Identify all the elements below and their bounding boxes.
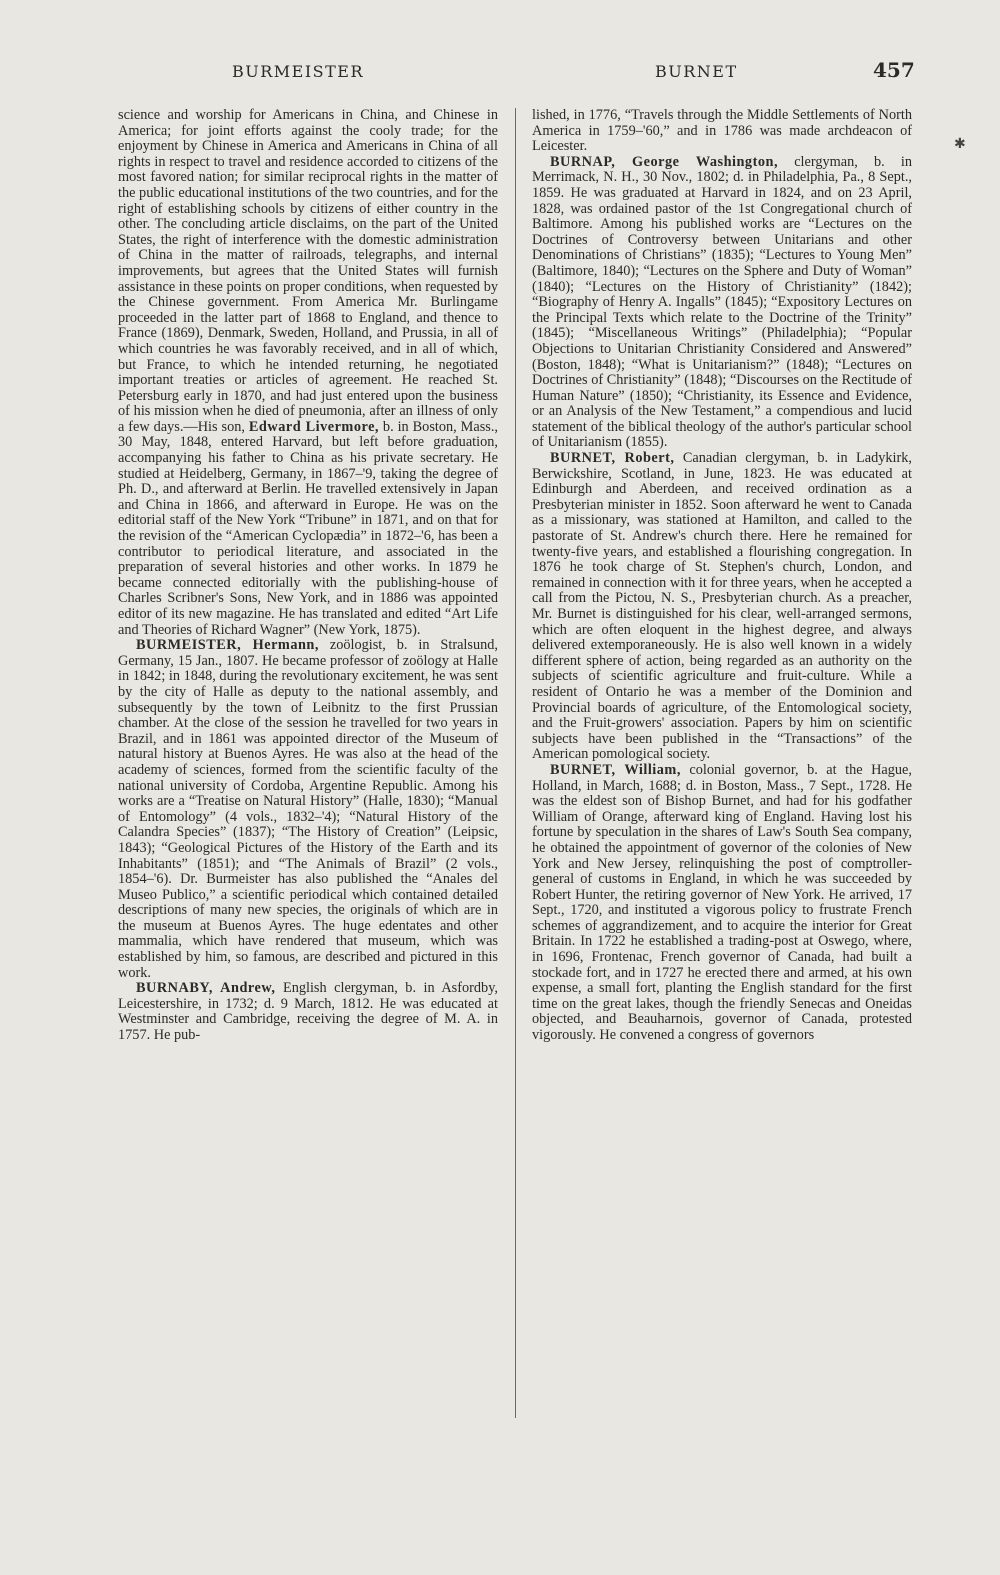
entry-text: clergyman, b. in Merrimack, N. H., 30 Nov., 1802; d. in Philadelphia, Pa., 8 Sept., 1859. He was graduated at Harvard in 1824, and on 23 April, 1828, was ordained pastor of the 1st Congregational church of Baltimore. Among his published works are “Lectures on the Doctrines of Controversy between Unitarians and other Denominations of Christians” (1835); “Lectures to Young Men” (Baltimore, 1840); “Lectures on the Sphere and Duty of Woman” (1840); “Lectures on the History of Christianity” (1842); “Biography of Henry A. Ingalls” (1845); “Expository Lectures on the Principal Texts which relate to the Doctrine of the Trinity” (1845); “Miscellaneous Writings” (Philadelphia); “Popular Objections to Unitarian Christianity Considered and Answered” (Boston, 1848); “What is Unitarianism?” (1848); “Lectures on Doctrines of Christianity” (1848); “Discourses on the Rectitude of Human Nature” (1850); “Christianity, its Essence and Evidence, or an Analysis of the New Testament,” a compendious and lucid statement of the biblical theology of the author's particular school of Unitarianism (1855). xyxy=(532,153,913,451)
page-number: 457 xyxy=(873,58,915,82)
left-column xyxy=(118,108,498,1044)
entry-burnet-william xyxy=(532,763,912,1044)
entry-burnet-robert xyxy=(532,451,912,763)
entry-burnap xyxy=(532,155,912,451)
paragraph-text: science and worship for Americans in China, and Chinese in America; for joint efforts against the cooly trade; for the enjoyment by Chinese in America and Americans in China of all rights in respect to travel and residence accorded to citizens of the most favored nation; for similar reciprocal rights in the matter of the public educational institutions of the two countries, and for the right of establishing schools by citizens of either country in the other. The concluding article disclaims, on the part of the United States, the right of interference with the domestic administration of China in the matter of railroads, telegraphs, and internal improvements, but agrees that the United States will furnish assistance in these points on proper conditions, when requested by the Chinese government. From America Mr. Burlingame proceeded in the latter part of 1868 to England, and thence to France (1869), Denmark, Sweden, Holland, and Prussia, in all of which countries he was favorably received, and in all of which, but France, to which he intended returning, he negotiated important treaties or articles of agreement. He reached St. Petersburg early in 1870, and had just entered upon the business of his mission when he died of pneumonia, after an illness of only a few days.—His son, xyxy=(118,107,498,435)
entry-headword: BURMEISTER, Hermann, xyxy=(136,637,319,654)
subentry-name: Edward Livermore, xyxy=(248,418,379,435)
paragraph-burnaby-continued: lished, in 1776, “Travels through the Middle Settlements of North America in 1759–'60,” and in 1786 was made archdeacon of Leicester. xyxy=(532,107,912,155)
paragraph-burlingame-continued xyxy=(118,108,498,638)
header-left-word: BURMEISTER xyxy=(232,62,365,81)
running-header xyxy=(0,58,1000,92)
entry-headword: BURNABY, Andrew, xyxy=(136,980,276,997)
entry-text: English clergyman, b. in Asfordby, Leicestershire, in 1732; d. 9 March, 1812. He was educated at Westminster and Cambridge, receiving the degree of M. A. in 1757. He pub- xyxy=(118,980,499,1044)
ink-speck-mark: ✱ xyxy=(954,136,966,152)
paragraph-text: b. in Boston, Mass., 30 May, 1848, entered Harvard, but left before graduation, accompanying his father to China as his private secretary. He studied at Heidelberg, Germany, in 1867–'9, taking the degree of Ph. D., and afterward at Berlin. He travelled extensively in Japan and China in 1866, and afterward in Europe. He was on the editorial staff of the New York “Tribune” in 1871, and on that for the revision of the “American Cyclopædia” in 1872–'6, has been a contributor to periodical literature, and associated in the preparation of several histories and other works. In 1879 he became connected editorially with the publishing-house of Charles Scribner's Sons, New York, and in 1886 was appointed editor of its new magazine. He has translated and edited “Art Life and Theories of Richard Wagner” (New York, 1875). xyxy=(118,418,498,638)
entry-headword: BURNET, William, xyxy=(550,761,681,778)
header-right-word: BURNET xyxy=(655,62,738,81)
entry-text: colonial governor, b. at the Hague, Holland, in March, 1688; d. in Boston, Mass., 7 Sept., 1728. He was the eldest son of Bishop Burnet, and had for his godfather William of Orange, afterward king of England. Having lost his fortune by speculation in the shares of Law's South Sea company, he obtained the appointment of governor of the colonies of New York and New Jersey, relinquishing the post of comptroller-general of customs in England, in which he was succeeded by Robert Hunter, the retiring governor of New York. He arrived, 17 Sept., 1720, and instituted a vigorous policy to frustrate French schemes of aggrandizement, and to acquire the interior for Great Britain. In 1722 he established a trading-post at Oswego, where, in 1696, Frontenac, French governor of Canada, had built a stockade fort, and in 1727 he erected there and armed, at his own expense, a small fort, planting the English standard for the first time on the great lakes, though the friendly Senecas and Oneidas objected, and Beauharnois, governor of Canada, protested vigorously. He convened a congress of governors xyxy=(532,761,912,1044)
entry-burnaby xyxy=(118,981,498,1043)
entry-burmeister xyxy=(118,638,498,981)
column-divider xyxy=(515,108,516,1418)
entry-text: Canadian clergyman, b. in Ladykirk, Berwickshire, Scotland, in June, 1823. He was educated at Edinburgh and Aberdeen, and received ordination as a Presbyterian minister in 1852. Soon afterward he went to Canada as a missionary, was stationed at Hamilton, and called to the pastorate of St. Andrew's church there. Here he remained for twenty-five years, and established a flourishing congregation. In 1876 he took charge of St. Stephen's church, London, and remained in connection with it for three years, when he accepted a call from the Pictou, N. S., Presbyterian church. As a preacher, Mr. Burnet is distinguished for his clear, well-arranged sermons, which are often eloquent in the highest degree, and always delivered extemporaneously. He is also well known in a widely different sphere of action, being regarded as an authority on the subjects of scientific agriculture and fruit-culture. While a resident of Ontario he was a member of the Dominion and Provincial boards of agriculture, of the Entomological society, and the Fruit-growers' association. Papers by him on scientific subjects have been published in the “Transactions” of the American pomological society. xyxy=(532,450,912,763)
entry-text: zoölogist, b. in Stralsund, Germany, 15 Jan., 1807. He became professor of zoölogy at Halle in 1842; in 1848, during the revolutionary excitement, he was sent by the city of Halle as deputy to the national assembly, and subsequently by the town of Leibnitz to the first Prussian chamber. At the close of the session he travelled for two years in Brazil, and in 1861 was appointed director of the Museum of natural history at Buenos Ayres. He was also at the head of the academy of sciences, formed from the scientific faculty of the national university of Cordoba, Argentine Republic. Among his works are a “Treatise on Natural History” (Halle, 1830); “Manual of Entomology” (4 vols., 1832–'4); “Natural History of the Calandra Species” (1837); “The History of Creation” (Leipsic, 1843); “Geological Pictures of the History of the Earth and its Inhabitants” (1851); and “The Animals of Brazil” (2 vols., 1854–'6). Dr. Burmeister has also published the “Anales del Museo Publico,” a scientific periodical which contained detailed descriptions of many new species, the originals of which are in the museum at Buenos Ayres. The huge edentates and other mammalia, which have rendered that museum, which was established by him, so famous, are described and pictured in this work. xyxy=(118,637,498,981)
entry-headword: BURNET, Robert, xyxy=(550,450,675,467)
entry-headword: BURNAP, George Washington, xyxy=(550,153,779,170)
right-column xyxy=(532,108,912,1044)
